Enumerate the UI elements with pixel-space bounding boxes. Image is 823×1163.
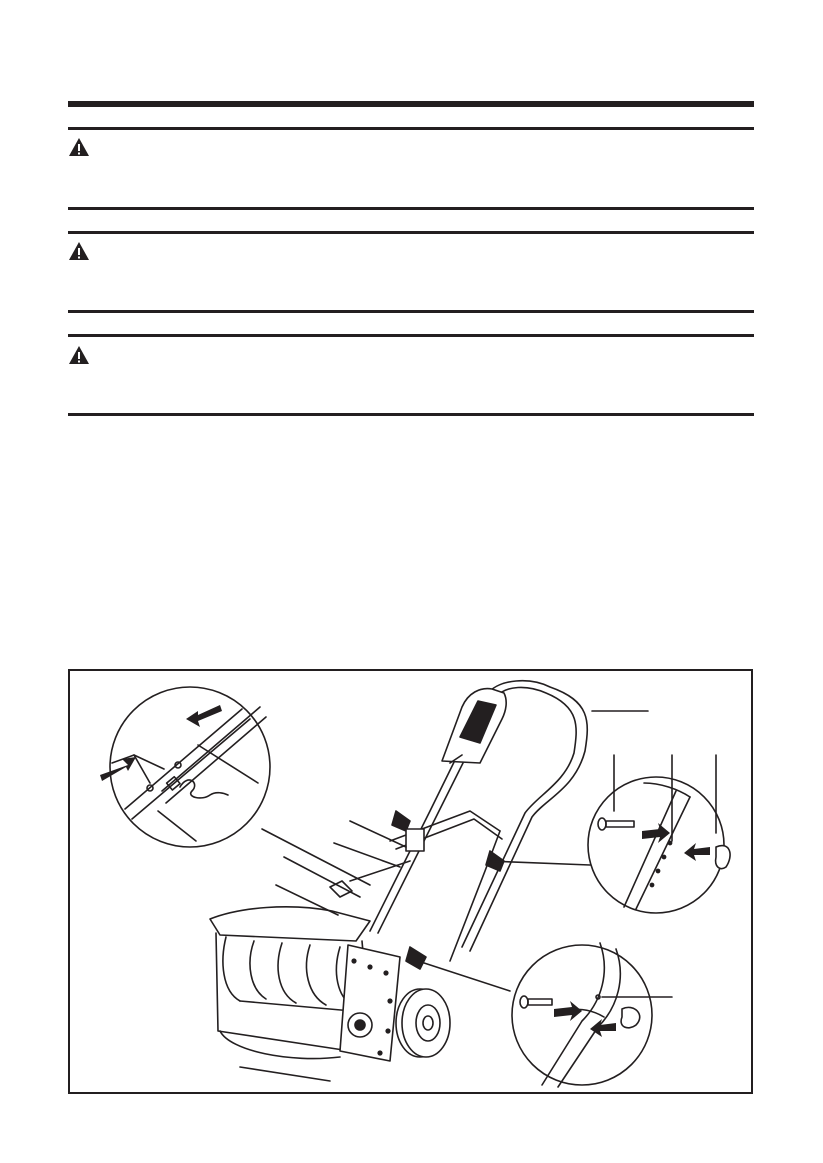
- warning-triangle-icon: [68, 345, 90, 365]
- wheel: [396, 989, 450, 1057]
- warning-1-top-rule: [68, 127, 754, 130]
- warning-triangle-icon: [68, 241, 90, 261]
- snow-thrower-illustration: [70, 671, 751, 1092]
- switch-box: [442, 689, 506, 763]
- warning-1-bottom-rule: [68, 207, 754, 210]
- detail-circle-upper-bolt: [588, 755, 730, 913]
- middle-handle: [330, 811, 504, 969]
- warning-2-top-rule: [68, 231, 754, 234]
- warning-2-bottom-rule: [68, 310, 754, 313]
- detail-circle-lower-bolt: [512, 943, 672, 1087]
- warning-3-bottom-rule: [68, 413, 754, 416]
- warning-3-top-rule: [68, 334, 754, 337]
- warning-triangle-icon: [68, 137, 90, 157]
- detail-circle-pin: [100, 687, 270, 847]
- top-rule: [68, 101, 754, 107]
- assembly-figure: [68, 669, 753, 1094]
- side-plate: [340, 945, 400, 1061]
